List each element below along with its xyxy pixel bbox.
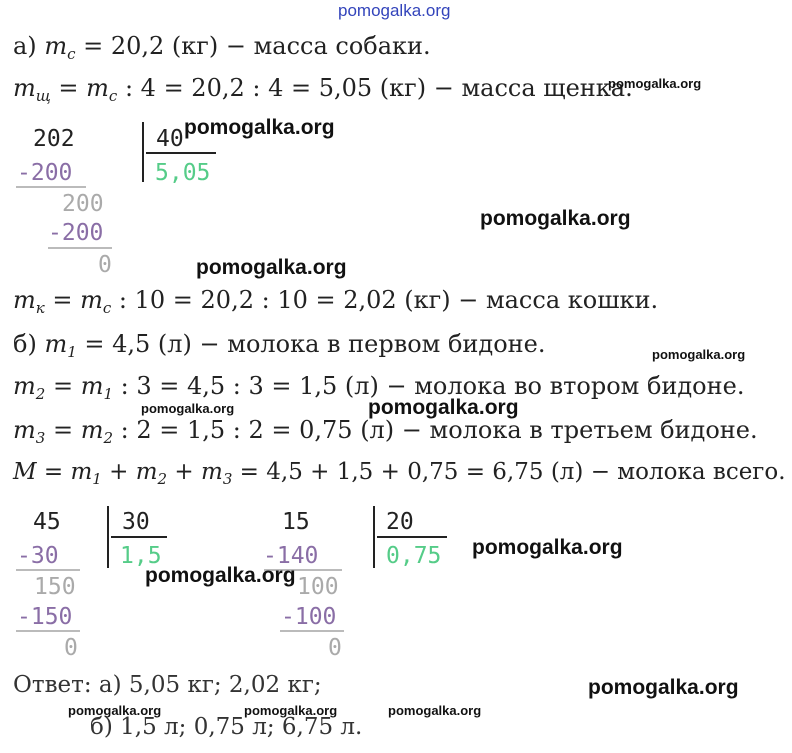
- division-bar: [107, 506, 109, 568]
- sub-k: к: [35, 299, 45, 317]
- expr-text: = 4,5 + 1,5 + 0,75 = 6,75 (л) − молока всего.: [232, 459, 786, 485]
- expr-text: : 4 = 20,2 : 4 = 5,05 (кг) − масса щенка.: [117, 74, 633, 102]
- sub-1: 1: [92, 470, 102, 488]
- remainder: 0: [98, 252, 112, 278]
- sub-2: 2: [157, 470, 168, 488]
- watermark: pomogalka.org: [480, 207, 631, 230]
- expr-text: = 20,2 (кг) − масса собаки.: [75, 32, 431, 60]
- watermark: pomogalka.org: [652, 347, 746, 362]
- dividend: 45: [33, 509, 61, 535]
- eq-sign: =: [50, 74, 87, 102]
- divisor-line: [146, 152, 216, 154]
- divisor: 30: [122, 509, 150, 535]
- eq-sign: =: [36, 459, 71, 485]
- eq-sign: =: [45, 372, 81, 400]
- var-m: m: [80, 286, 103, 314]
- sub-1: 1: [67, 343, 77, 361]
- expr-text: = 4,5 (л) − молока в первом бидоне.: [76, 330, 546, 358]
- divisor: 20: [386, 509, 414, 535]
- division-bar: [373, 506, 375, 568]
- subtrahend: -150: [17, 604, 73, 630]
- subtrahend: -30: [17, 543, 59, 569]
- answer-line-2: б) 1,5 л; 0,75 л; 6,75 л.: [90, 714, 363, 740]
- var-m: m: [70, 459, 93, 485]
- var-m: m: [80, 372, 104, 400]
- line-milk-total: [13, 458, 786, 493]
- watermark: pomogalka.org: [368, 396, 519, 419]
- division-line: [16, 569, 80, 571]
- divisor-line: [111, 536, 167, 538]
- line-milk-third: [13, 416, 758, 452]
- division-line: [16, 630, 80, 632]
- plus-sign: +: [167, 459, 201, 485]
- sub-1: 1: [103, 385, 113, 403]
- watermark-top: pomogalka.org: [338, 1, 451, 20]
- remainder: 0: [64, 635, 78, 661]
- sub-c: с: [102, 299, 112, 317]
- sub-c: с: [108, 87, 118, 105]
- dividend: 202: [33, 126, 75, 152]
- var-m: m: [13, 286, 36, 314]
- var-m: m: [44, 32, 68, 60]
- var-m: m: [135, 459, 158, 485]
- watermark: pomogalka.org: [588, 676, 739, 699]
- answer-line-1: Ответ: а) 5,05 кг; 2,02 кг;: [13, 672, 322, 698]
- remainder: 150: [34, 574, 76, 600]
- dividend: 15: [282, 509, 310, 535]
- sub-2: 2: [35, 385, 46, 403]
- plus-sign: +: [101, 459, 136, 485]
- quotient: 1,5: [120, 543, 162, 569]
- var-m: m: [44, 330, 68, 358]
- sub-sch: щ: [35, 87, 51, 105]
- sub-2: 2: [103, 429, 113, 447]
- label-b: б): [13, 330, 45, 358]
- line-cat-mass: [13, 286, 658, 322]
- watermark: pomogalka.org: [68, 703, 162, 718]
- division-line: [280, 630, 344, 632]
- remainder: 100: [297, 574, 339, 600]
- var-m: m: [13, 416, 36, 444]
- watermark: pomogalka.org: [141, 401, 235, 416]
- sub-c: с: [67, 45, 76, 63]
- label-a: а): [13, 32, 45, 60]
- quotient: 5,05: [155, 160, 211, 186]
- division-bar: [142, 122, 144, 182]
- line-dog-mass: [13, 32, 431, 68]
- line-puppy-mass: [13, 74, 633, 110]
- var-m: m: [13, 74, 36, 102]
- sub-3: 3: [222, 470, 233, 488]
- watermark: pomogalka.org: [244, 703, 338, 718]
- watermark: pomogalka.org: [196, 256, 347, 279]
- divisor-line: [377, 536, 447, 538]
- sub-3: 3: [35, 429, 46, 447]
- eq-sign: =: [44, 286, 81, 314]
- subtrahend: -140: [263, 543, 319, 569]
- subtrahend: -200: [17, 160, 73, 186]
- expr-text: : 3 = 4,5 : 3 = 1,5 (л) − молока во втором бидоне.: [113, 372, 745, 400]
- watermark: pomogalka.org: [145, 564, 296, 587]
- watermark: pomogalka.org: [184, 116, 335, 139]
- subtrahend: -200: [48, 220, 104, 246]
- quotient: 0,75: [386, 543, 442, 569]
- var-m: m: [80, 416, 104, 444]
- expr-text: : 10 = 20,2 : 10 = 2,02 (кг) − масса кошки.: [111, 286, 659, 314]
- watermark: pomogalka.org: [472, 536, 623, 559]
- remainder: 0: [328, 635, 342, 661]
- line-milk-first: [13, 330, 545, 366]
- expr-text: : 2 = 1,5 : 2 = 0,75 (л) − молока в третьем бидоне.: [113, 416, 758, 444]
- eq-sign: =: [45, 416, 81, 444]
- var-M: M: [13, 459, 37, 485]
- var-m: m: [13, 372, 36, 400]
- division-line: [16, 186, 86, 188]
- var-m: m: [86, 74, 109, 102]
- division-line: [48, 247, 112, 249]
- divisor: 40: [156, 126, 184, 152]
- var-m: m: [201, 459, 223, 485]
- remainder: 200: [62, 191, 104, 217]
- subtrahend: -100: [281, 604, 337, 630]
- watermark: pomogalka.org: [388, 703, 482, 718]
- watermark: pomogalka.org: [608, 76, 702, 91]
